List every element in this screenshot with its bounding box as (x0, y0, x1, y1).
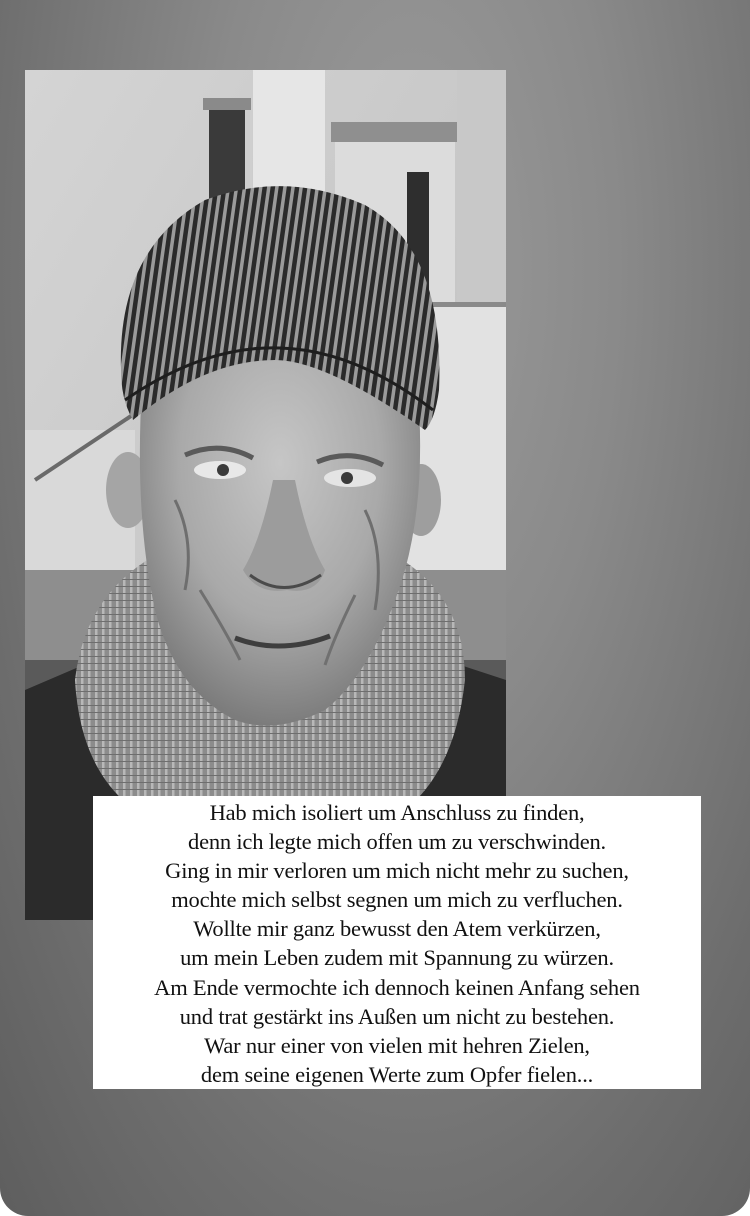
poem-line: Wollte mir ganz bewusst den Atem verkürzen, (193, 916, 601, 942)
poem-line: Am Ende vermochte ich dennoch keinen Anfang sehen (154, 974, 640, 1000)
poem-caption (93, 796, 701, 1089)
poem-line: dem seine eigenen Werte zum Opfer fielen... (200, 1061, 594, 1087)
portrait-illustration (25, 70, 506, 920)
poem-line: Hab mich isoliert um Anschluss zu finden, (209, 800, 585, 825)
poem-line: mochte mich selbst segnen um mich zu verfluchen. (171, 887, 623, 913)
poem-line: und trat gestärkt ins Außen um nicht zu bestehen. (179, 1003, 615, 1029)
poem-line: um mein Leben zudem mit Spannung zu würzen. (180, 945, 614, 971)
poem-line: Ging in mir verloren um mich nicht mehr zu suchen, (165, 858, 629, 884)
poem-line: War nur einer von vielen mit hehren Zielen, (204, 1032, 590, 1058)
poem-line: denn ich legte mich offen um zu verschwinden. (188, 829, 606, 855)
portrait-photo (25, 70, 506, 920)
